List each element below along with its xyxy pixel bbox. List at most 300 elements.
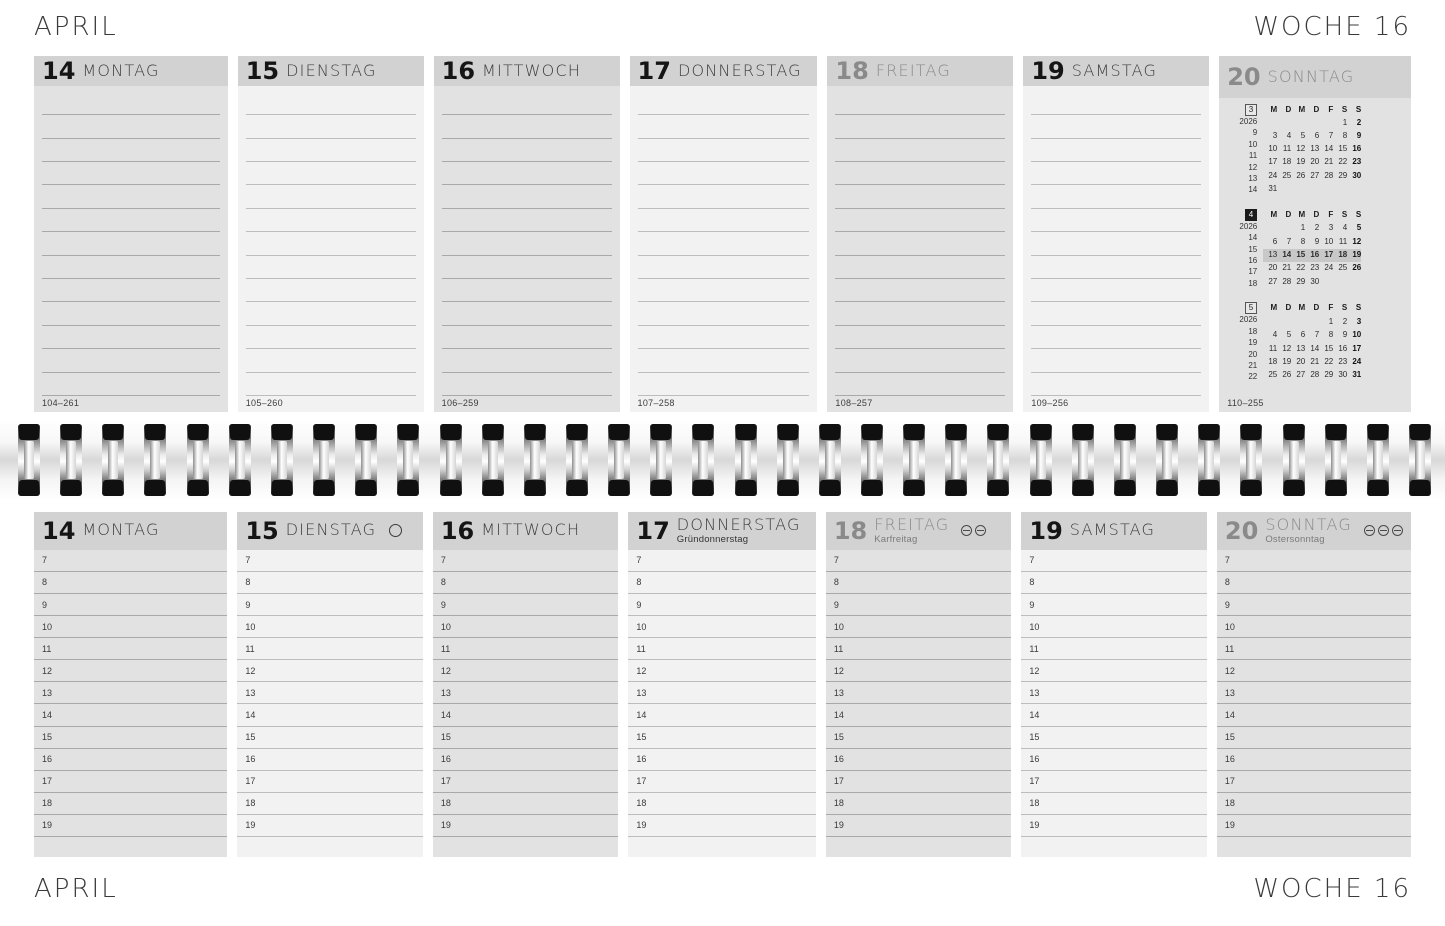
hour-row[interactable] (628, 682, 815, 704)
mini-day: 19 (1347, 249, 1361, 262)
day-header (1021, 512, 1207, 550)
note-line[interactable] (835, 92, 1005, 115)
note-line[interactable] (1031, 162, 1201, 185)
hour-row[interactable] (433, 815, 619, 837)
mini-week-number: 13 (1248, 174, 1258, 184)
day-name: SAMSTAG (1071, 60, 1158, 80)
note-line[interactable] (442, 279, 612, 302)
hour-row[interactable] (1217, 815, 1411, 837)
note-line[interactable] (1031, 92, 1201, 115)
hour-row[interactable] (1217, 638, 1411, 660)
note-line[interactable] (835, 162, 1005, 185)
hour-row[interactable] (826, 704, 1012, 726)
note-line[interactable] (835, 115, 1005, 138)
hour-row[interactable] (628, 793, 815, 815)
hour-row-blank[interactable] (826, 837, 1012, 857)
day-name-wrap (1265, 517, 1352, 545)
day-name-wrap (481, 522, 580, 539)
note-lines[interactable] (434, 86, 620, 396)
hour-row[interactable] (1021, 572, 1207, 594)
hour-row[interactable] (1021, 749, 1207, 771)
hour-row[interactable] (1217, 704, 1411, 726)
note-line[interactable] (638, 209, 810, 232)
hour-row[interactable] (433, 594, 619, 616)
note-line[interactable] (246, 185, 416, 208)
hour-row[interactable] (237, 771, 423, 793)
day-column[interactable] (34, 512, 227, 857)
hour-row[interactable] (826, 572, 1012, 594)
hour-label: 13 (440, 687, 451, 698)
mini-dow-header: S (1355, 105, 1362, 114)
note-line[interactable] (638, 139, 810, 162)
hour-row[interactable] (237, 815, 423, 837)
hour-row[interactable] (826, 594, 1012, 616)
hour-row[interactable] (237, 660, 423, 682)
note-line[interactable] (42, 349, 220, 372)
hour-label: 15 (42, 732, 53, 743)
hour-row-blank[interactable] (34, 837, 227, 857)
mini-month (1227, 302, 1405, 382)
mini-dow-header: D (1313, 105, 1320, 114)
mini-day: 10 (1324, 236, 1334, 246)
hour-row[interactable] (34, 771, 227, 793)
hour-row[interactable] (1217, 682, 1411, 704)
hour-row[interactable] (433, 550, 619, 572)
hour-row[interactable] (1021, 682, 1207, 704)
hour-rows[interactable] (237, 550, 423, 857)
hour-row[interactable] (237, 704, 423, 726)
hour-row[interactable] (433, 771, 619, 793)
mini-day: 17 (1268, 157, 1278, 167)
note-line[interactable] (42, 373, 220, 396)
mini-month-grid (1263, 104, 1361, 196)
hour-row[interactable] (1021, 704, 1207, 726)
hour-label: 18 (440, 798, 451, 809)
mini-day: 25 (1338, 263, 1348, 273)
hour-rows[interactable] (433, 550, 619, 857)
note-line[interactable] (246, 115, 416, 138)
hour-row[interactable] (628, 815, 815, 837)
mini-day: 5 (1356, 223, 1362, 233)
day-column[interactable] (628, 512, 815, 857)
note-line[interactable] (246, 256, 416, 279)
note-line[interactable] (638, 92, 810, 115)
hour-row[interactable] (628, 616, 815, 638)
note-line[interactable] (246, 162, 416, 185)
note-line[interactable] (442, 139, 612, 162)
top-header (34, 12, 1411, 42)
hour-row[interactable] (237, 594, 423, 616)
note-line[interactable] (42, 256, 220, 279)
note-line[interactable] (835, 232, 1005, 255)
day-column[interactable] (826, 512, 1012, 857)
mini-day (1347, 183, 1361, 196)
note-line[interactable] (246, 326, 416, 349)
spiral-ring (903, 424, 925, 496)
day-name: FREITAG (874, 515, 950, 534)
note-line[interactable] (246, 139, 416, 162)
note-line[interactable] (1031, 349, 1201, 372)
mini-day: 8 (1300, 236, 1306, 246)
note-line[interactable] (442, 349, 612, 372)
note-line[interactable] (1031, 139, 1201, 162)
note-line[interactable] (246, 92, 416, 115)
day-column[interactable] (1217, 512, 1411, 857)
note-line[interactable] (42, 185, 220, 208)
hour-row[interactable] (237, 550, 423, 572)
hour-row[interactable] (826, 638, 1012, 660)
spiral-ring (650, 424, 672, 496)
mini-day (1333, 183, 1347, 196)
hour-label: 8 (1029, 577, 1035, 588)
mini-day: 2 (1314, 223, 1320, 233)
note-line[interactable] (442, 326, 612, 349)
mini-day: 19 (1296, 157, 1306, 167)
mini-day: 26 (1296, 170, 1306, 180)
hour-row[interactable] (1021, 660, 1207, 682)
hour-row[interactable] (433, 638, 619, 660)
hour-row[interactable] (826, 550, 1012, 572)
spiral-ring (482, 424, 504, 496)
day-column[interactable] (434, 56, 620, 412)
hour-row[interactable] (237, 793, 423, 815)
note-line[interactable] (638, 232, 810, 255)
hour-row-blank[interactable] (1021, 837, 1207, 857)
day-name: FREITAG (875, 60, 951, 80)
hour-row[interactable] (1217, 771, 1411, 793)
day-column[interactable] (1023, 56, 1209, 412)
note-line[interactable] (442, 256, 612, 279)
note-line[interactable] (42, 279, 220, 302)
mini-day: 13 (1296, 343, 1306, 353)
hour-row[interactable] (1021, 793, 1207, 815)
mini-day: 30 (1310, 276, 1320, 286)
note-line[interactable] (246, 232, 416, 255)
day-number: 19 (1029, 516, 1063, 545)
hour-row[interactable] (628, 771, 815, 793)
holiday-symbol-icon (975, 525, 986, 536)
note-line[interactable] (442, 162, 612, 185)
note-line[interactable] (246, 349, 416, 372)
mini-calendars (1219, 98, 1411, 396)
hour-row[interactable] (34, 572, 227, 594)
hour-row[interactable] (1021, 727, 1207, 749)
hour-row[interactable] (1217, 793, 1411, 815)
day-column[interactable] (433, 512, 619, 857)
hour-row[interactable] (1217, 572, 1411, 594)
note-line[interactable] (638, 373, 810, 396)
hour-row[interactable] (237, 638, 423, 660)
note-line[interactable] (638, 115, 810, 138)
hour-row[interactable] (826, 749, 1012, 771)
day-number: 18 (835, 56, 869, 85)
note-line[interactable] (1031, 256, 1201, 279)
hour-row[interactable] (433, 793, 619, 815)
note-lines[interactable] (238, 86, 424, 396)
note-line[interactable] (42, 302, 220, 325)
hour-row[interactable] (1021, 815, 1207, 837)
hour-row[interactable] (628, 572, 815, 594)
day-column[interactable] (237, 512, 423, 857)
hour-label: 7 (1029, 555, 1035, 566)
hour-rows[interactable] (826, 550, 1012, 857)
hour-row[interactable] (1217, 616, 1411, 638)
mini-dow-header: M (1298, 105, 1306, 114)
mini-day (1263, 117, 1277, 130)
hour-row[interactable] (1021, 616, 1207, 638)
note-line[interactable] (442, 302, 612, 325)
day-of-year-footer: 106–259 (441, 398, 479, 408)
hour-row[interactable] (433, 616, 619, 638)
hour-row[interactable] (433, 727, 619, 749)
spiral-ring (1409, 424, 1431, 496)
mini-day: 6 (1272, 236, 1278, 246)
note-line[interactable] (442, 373, 612, 396)
hour-row[interactable] (237, 727, 423, 749)
hour-row[interactable] (34, 594, 227, 616)
hour-row-blank[interactable] (628, 837, 815, 857)
mini-day: 21 (1324, 157, 1334, 167)
hour-row[interactable] (1021, 638, 1207, 660)
hour-row[interactable] (628, 638, 815, 660)
hour-row[interactable] (628, 749, 815, 771)
hour-row[interactable] (628, 704, 815, 726)
day-column[interactable] (1021, 512, 1207, 857)
hour-rows[interactable] (34, 550, 227, 857)
note-line[interactable] (1031, 302, 1201, 325)
hour-label: 15 (1224, 732, 1235, 743)
hour-row[interactable] (237, 616, 423, 638)
note-line[interactable] (442, 185, 612, 208)
mini-day (1347, 276, 1361, 289)
mini-month (1227, 209, 1405, 289)
hour-row[interactable] (433, 572, 619, 594)
hour-row[interactable] (34, 815, 227, 837)
note-line[interactable] (42, 326, 220, 349)
day-name-wrap (875, 60, 951, 80)
note-line[interactable] (1031, 373, 1201, 396)
spiral-ring (566, 424, 588, 496)
hour-label: 9 (1029, 599, 1035, 610)
hour-row[interactable] (628, 594, 815, 616)
note-line[interactable] (1031, 185, 1201, 208)
note-line[interactable] (246, 373, 416, 396)
note-line[interactable] (1031, 209, 1201, 232)
mini-month-year: 2026 (1239, 315, 1258, 325)
hour-label: 14 (1224, 709, 1235, 720)
note-lines[interactable] (34, 86, 228, 396)
hour-rows[interactable] (1217, 550, 1411, 857)
hour-label: 10 (1029, 621, 1040, 632)
spiral-ring (60, 424, 82, 496)
note-line[interactable] (442, 92, 612, 115)
note-line[interactable] (638, 162, 810, 185)
day-name-wrap (874, 517, 949, 545)
note-line[interactable] (835, 326, 1005, 349)
hour-row-blank[interactable] (1217, 837, 1411, 857)
note-line[interactable] (835, 139, 1005, 162)
note-line[interactable] (638, 326, 810, 349)
note-line[interactable] (442, 209, 612, 232)
hour-label: 9 (245, 599, 251, 610)
holiday-label: Karfreitag (874, 533, 918, 545)
mini-day (1305, 316, 1319, 329)
mini-day: 25 (1282, 170, 1292, 180)
hour-row-blank[interactable] (433, 837, 619, 857)
hour-label: 12 (636, 665, 647, 676)
note-line[interactable] (835, 349, 1005, 372)
note-lines[interactable] (827, 86, 1013, 396)
day-column[interactable] (34, 56, 228, 412)
note-line[interactable] (835, 279, 1005, 302)
note-line[interactable] (638, 349, 810, 372)
note-line[interactable] (638, 279, 810, 302)
mini-day: 1 (1328, 316, 1334, 326)
note-line[interactable] (638, 256, 810, 279)
hour-row[interactable] (826, 660, 1012, 682)
note-line[interactable] (42, 209, 220, 232)
note-line[interactable] (835, 373, 1005, 396)
mini-day: 22 (1296, 263, 1306, 273)
note-line[interactable] (246, 209, 416, 232)
mini-week-number: 19 (1248, 338, 1258, 348)
hourly-grid (34, 512, 1411, 857)
hour-row[interactable] (433, 704, 619, 726)
spiral-ring (313, 424, 335, 496)
hour-row[interactable] (1217, 550, 1411, 572)
day-column[interactable] (1219, 56, 1411, 412)
hour-row[interactable] (433, 749, 619, 771)
hour-row[interactable] (237, 572, 423, 594)
mini-week-number: 22 (1248, 372, 1258, 382)
note-lines[interactable] (630, 86, 818, 396)
note-line[interactable] (638, 302, 810, 325)
day-of-year-footer: 110–255 (1227, 398, 1264, 408)
hour-row[interactable] (237, 682, 423, 704)
mini-dow-header: M (1270, 209, 1278, 219)
mini-day: 22 (1338, 157, 1348, 167)
note-line[interactable] (42, 92, 220, 115)
hour-row[interactable] (826, 771, 1012, 793)
hour-label: 12 (833, 665, 844, 676)
hour-row[interactable] (34, 638, 227, 660)
note-line[interactable] (246, 302, 416, 325)
hour-row[interactable] (826, 616, 1012, 638)
note-line[interactable] (638, 185, 810, 208)
note-line[interactable] (1031, 326, 1201, 349)
mini-day: 1 (1300, 223, 1306, 233)
note-lines[interactable] (1023, 86, 1209, 396)
hour-row[interactable] (34, 749, 227, 771)
mini-day (1277, 316, 1291, 329)
hour-row[interactable] (34, 550, 227, 572)
mini-month-badge: 4 (1245, 209, 1257, 221)
hour-row[interactable] (1217, 727, 1411, 749)
note-line[interactable] (42, 139, 220, 162)
note-line[interactable] (442, 115, 612, 138)
mini-day: 3 (1356, 316, 1362, 326)
hour-row[interactable] (34, 704, 227, 726)
hour-row[interactable] (1021, 771, 1207, 793)
note-line[interactable] (246, 279, 416, 302)
note-line[interactable] (1031, 232, 1201, 255)
mini-day: 17 (1352, 343, 1362, 353)
hour-label: 16 (636, 754, 647, 765)
mini-month-grid (1263, 302, 1361, 382)
hour-row[interactable] (826, 727, 1012, 749)
spiral-ring (355, 424, 377, 496)
note-line[interactable] (835, 256, 1005, 279)
mini-day: 4 (1272, 330, 1278, 340)
hour-row[interactable] (628, 727, 815, 749)
note-line[interactable] (42, 232, 220, 255)
note-line[interactable] (835, 209, 1005, 232)
hour-row[interactable] (433, 682, 619, 704)
note-line[interactable] (835, 185, 1005, 208)
mini-dow-header: F (1328, 303, 1334, 313)
mini-day: 3 (1328, 223, 1334, 233)
note-line[interactable] (1031, 115, 1201, 138)
day-name: DONNERSTAG (677, 60, 802, 80)
hour-label: 19 (833, 820, 844, 831)
hour-row[interactable] (1217, 594, 1411, 616)
note-line[interactable] (42, 162, 220, 185)
day-number: 16 (441, 56, 476, 85)
day-column[interactable] (827, 56, 1013, 412)
mini-day: 10 (1352, 330, 1362, 340)
day-name-wrap (286, 60, 377, 80)
hour-row[interactable] (34, 682, 227, 704)
note-line[interactable] (442, 232, 612, 255)
hour-row[interactable] (826, 815, 1012, 837)
mini-day: 14 (1277, 249, 1291, 262)
hour-label: 18 (833, 798, 844, 809)
hour-row[interactable] (826, 682, 1012, 704)
spiral-ring (608, 424, 630, 496)
mini-dow-header: F (1328, 209, 1334, 219)
day-column[interactable] (630, 56, 818, 412)
hour-row[interactable] (826, 793, 1012, 815)
mini-dow-header: D (1313, 303, 1320, 313)
hour-row[interactable] (34, 660, 227, 682)
hour-rows[interactable] (628, 550, 815, 857)
mini-day: 15 (1324, 343, 1334, 353)
day-number: 14 (42, 516, 76, 545)
hour-row[interactable] (1021, 550, 1207, 572)
hour-row[interactable] (237, 749, 423, 771)
day-name: MONTAG (82, 520, 160, 540)
day-column[interactable] (238, 56, 424, 412)
hour-row[interactable] (1021, 594, 1207, 616)
hour-row[interactable] (433, 660, 619, 682)
hour-label: 9 (833, 599, 839, 610)
note-line[interactable] (1031, 279, 1201, 302)
hour-row[interactable] (1217, 749, 1411, 771)
hour-row-blank[interactable] (237, 837, 423, 857)
hour-row[interactable] (34, 793, 227, 815)
note-line[interactable] (42, 115, 220, 138)
mini-day: 21 (1310, 356, 1320, 366)
hour-row[interactable] (628, 660, 815, 682)
hour-rows[interactable] (1021, 550, 1207, 857)
hour-row[interactable] (628, 550, 815, 572)
mini-day: 21 (1282, 263, 1292, 273)
hour-row[interactable] (1217, 660, 1411, 682)
note-line[interactable] (835, 302, 1005, 325)
day-of-year-footer: 108–257 (835, 398, 873, 408)
hour-row[interactable] (34, 616, 227, 638)
hour-row[interactable] (34, 727, 227, 749)
